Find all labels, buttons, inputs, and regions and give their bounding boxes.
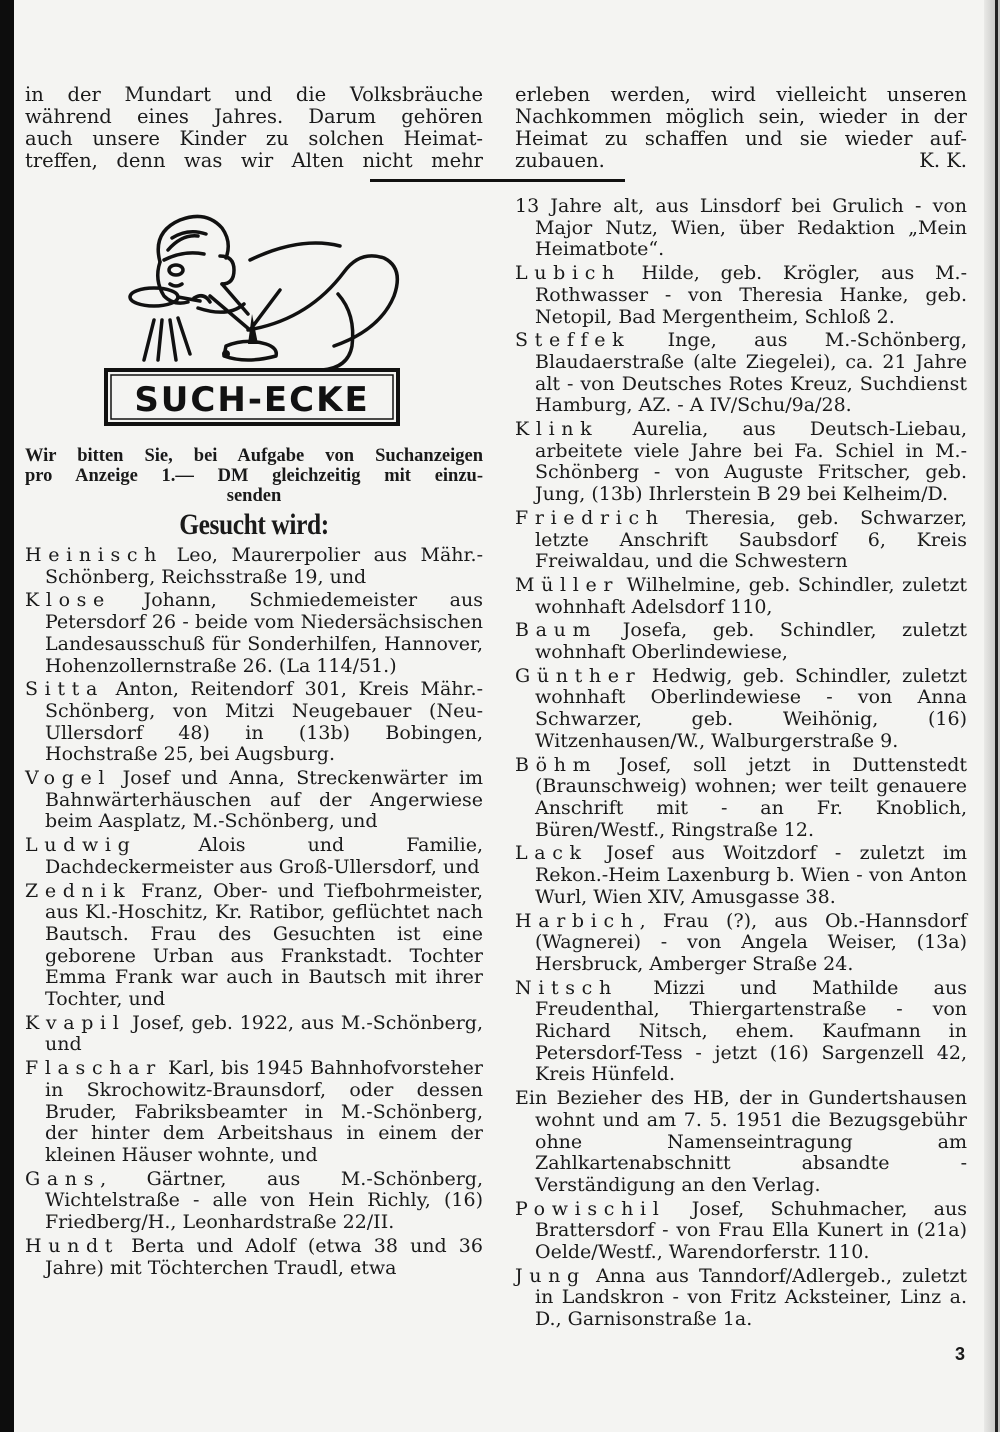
entry-text: Ein Bezieher des HB, der in Gundertshausen wohnt und am 7. 5. 1951 die Bezugsgebühr ohne Namenseintragung am Zahlkartenabschnitt absandte - Verständigung an den Verlag. xyxy=(515,1087,967,1196)
text-line: zubauen. xyxy=(515,149,605,172)
notice-line: pro Anzeige 1.— DM gleichzeitig mit einzu- xyxy=(25,466,483,486)
entry-name: Jung xyxy=(515,1264,586,1287)
left-column xyxy=(25,545,483,1281)
entry-name: Ludwig xyxy=(25,834,137,857)
entry-name: Vogel xyxy=(25,767,112,790)
entry-text: Inge, aus M.-Schönberg, Blaudaerstraße (alte Ziegelei), ca. 21 Jahre alt - von Deutsches Rotes Kreuz, Suchdienst Hamburg, AZ. - A IV/Schu/9a/28. xyxy=(535,329,967,417)
page-edge-binding xyxy=(984,0,1000,1432)
entry-text: , Frau (?), aus Ob.-Hannsdorf (Wagnerei) - von Angela Weiser, (13a) Hersbruck, Amberger Straße 24. xyxy=(535,909,967,975)
search-entry xyxy=(515,508,967,573)
entry-text: Wilhelmine, geb. Schindler, zuletzt wohnhaft Adelsdorf 110, xyxy=(535,573,967,618)
search-entry xyxy=(515,620,967,663)
text-line: auch unsere Kinder zu solchen Heimat- xyxy=(25,127,483,150)
entry-text: Josef, Schuhmacher, aus Brattersdorf - von Frau Ella Kunert in (21a) Oelde/Westf., Warendorferstr. 110. xyxy=(535,1197,967,1264)
entry-name: Müller xyxy=(515,573,620,596)
entry-name: Nitsch xyxy=(515,976,618,999)
entry-text: Hedwig, geb. Schindler, zuletzt wohnhaft Oberlindewiese - von Anna Schwarzer, geb. Weihönig, (16) Witzenhausen/W., Walburgerstraße 9. xyxy=(535,664,967,752)
right-column xyxy=(515,196,967,1333)
entry-text: Anton, Reitendorf 301, Kreis Mähr.-Schönberg, von Mitzi Neugebauer (Neu-Ullersdorf 48) in (13b) Bobingen, Hochstraße 25, bei Augsburg. xyxy=(45,678,483,766)
search-entry xyxy=(515,843,967,908)
entry-name: Baum xyxy=(515,619,598,642)
entry-name: Powischil xyxy=(515,1197,666,1220)
entry-name: Klose xyxy=(25,589,111,612)
search-entry xyxy=(25,1058,483,1167)
entry-text: Anna aus Tanndorf/Adlergeb., zuletzt in Landskron - von Fritz Acksteiner, Linz a. D., Garnisonstraße 1a. xyxy=(535,1264,967,1331)
entry-text: Hilde, geb. Krögler, aus M.-Rothwasser - von Theresia Hanke, geb. Netopil, Bad Mergentheim, Schloß 2. xyxy=(535,262,967,328)
entry-name: Sitta xyxy=(25,678,104,701)
entry-name: Hundt xyxy=(25,1234,120,1257)
search-entry xyxy=(25,1013,483,1056)
search-entry xyxy=(515,575,967,618)
search-entry-continued xyxy=(515,196,967,261)
entry-name: Heinisch xyxy=(25,544,164,566)
text-line: treffen, denn was wir Alten nicht mehr xyxy=(25,149,483,172)
text-line: Heimat zu schaffen und sie wieder auf- xyxy=(515,127,967,150)
search-entry xyxy=(515,1199,967,1264)
entry-text: Mizzi und Mathilde aus Freudenthal, Thiergartenstraße - von Richard Nitsch, ehem. Kaufmann in Petersdorf-Tess - jetzt (16) Sargenzell 42, Kreis Hünfeld. xyxy=(535,976,967,1086)
search-entry xyxy=(515,1266,967,1331)
entry-name: Kvapil xyxy=(25,1011,126,1034)
entry-text: Leo, Maurerpolier aus Mähr.-Schönberg, Reichsstraße 19, und xyxy=(45,544,483,588)
search-entry xyxy=(515,419,967,506)
entry-text: Josef, geb. 1922, aus M.-Schönberg, und xyxy=(45,1011,483,1056)
search-entry xyxy=(25,590,483,677)
search-entry xyxy=(515,755,967,842)
entry-text: Josef und Anna, Streckenwärter im Bahnwärterhäuschen auf der Angerwiese beim Aasplatz, M.-Schönberg, und xyxy=(45,767,483,833)
entry-text: Berta und Adolf (etwa 38 und 36 Jahre) mit Töchterchen Traudl, etwa xyxy=(45,1234,483,1279)
notice-line: Wir bitten Sie, bei Aufgabe von Suchanzeigen xyxy=(25,446,483,466)
search-entry xyxy=(25,835,483,878)
text-line: während eines Jahres. Darum gehören xyxy=(25,105,483,128)
entry-text: Alois und Familie, Dachdeckermeister aus Groß-Ullersdorf, und xyxy=(45,834,483,878)
entry-name: Günther xyxy=(515,664,642,687)
intro-paragraph-right xyxy=(515,84,967,172)
text-line: erleben werden, wird vielleicht unseren xyxy=(515,83,967,106)
entry-name: Harbich xyxy=(515,909,640,932)
search-entry xyxy=(25,1169,483,1234)
entry-name: Steffek xyxy=(515,329,631,352)
search-entry xyxy=(515,978,967,1087)
entry-text: Johann, Schmiedemeister aus Petersdorf 26 - beide vom Niedersächsischen Landesausschuß für Sonderhilfen, Hannover, Hohenzollernstraße 26. (La 114/51.) xyxy=(45,589,483,677)
search-entry xyxy=(515,666,967,753)
entry-text: Aurelia, aus Deutsch-Liebau, arbeitete viele Jahre bei Fa. Schiel in M.-Schönberg - von Auguste Fritscher, geb. Jung, (13b) Ihrlerstein B 29 bei Kelheim/D. xyxy=(535,418,967,506)
text-line: Nachkommen möglich sein, wieder in der xyxy=(515,105,967,128)
intro-paragraph-left xyxy=(25,84,483,172)
entry-text: Franz, Ober- und Tiefbohrmeister, aus Kl.-Hoschitz, Kr. Ratibor, geflüchtet nach Bautsch. Frau des Gesuchten ist eine geborene Urban aus Frankstadt. Tochter Emma Frank war auch in Bautsch mit ihrer Tochter, und xyxy=(45,879,483,1011)
entry-name: Böhm xyxy=(515,753,598,776)
search-entry xyxy=(25,1236,483,1279)
entry-text: 13 Jahre alt, aus Linsdorf bei Grulich - von Major Nutz, Wien, über Redaktion „Mein Heimatbote“. xyxy=(515,195,967,261)
search-entry xyxy=(515,911,967,976)
entry-text: Josef aus Woitzdorf - zuletzt im Rekon.-Heim Laxenburg b. Wien - von Anton Wurl, Wien XIV, Amusgasse 38. xyxy=(535,842,967,908)
entry-name: Zednik xyxy=(25,879,132,902)
entry-text: Karl, bis 1945 Bahnhofvorsteher in Skrochowitz-Braunsdorf, oder dessen Bruder, Fabriksbeamter in M.-Schönberg, der hinter dem Arbeitshaus in einem der kleinen Häuser wohnte, und xyxy=(45,1057,483,1166)
entry-name: Flaschar xyxy=(25,1057,162,1080)
logo-label: SUCH-ECKE xyxy=(134,380,370,420)
search-entry xyxy=(515,1088,967,1197)
search-entry xyxy=(515,263,967,328)
notice-line: senden xyxy=(226,486,282,506)
entry-name: Klink xyxy=(515,418,599,441)
search-entry xyxy=(515,330,967,417)
search-entry xyxy=(25,679,483,766)
search-entry xyxy=(25,545,483,588)
page-edge-shadow xyxy=(0,0,14,1432)
text-line: in der Mundart und die Volksbräuche xyxy=(25,83,483,106)
entry-name: Gans xyxy=(25,1167,101,1190)
section-divider xyxy=(370,179,625,182)
entry-text: Theresia, geb. Schwarzer, letzte Anschrift Saubsdorf 6, Kreis Freiwaldau, und die Schwestern xyxy=(535,506,967,573)
entry-text: Josefa, geb. Schindler, zuletzt wohnhaft Oberlindewiese, xyxy=(535,619,967,664)
entry-name: Lubich xyxy=(515,262,621,285)
such-ecke-logo xyxy=(102,200,402,430)
entry-name: Friedrich xyxy=(515,506,665,529)
entry-name: Lack xyxy=(515,842,588,865)
search-entry xyxy=(25,768,483,833)
section-heading: Gesucht wird: xyxy=(179,508,329,541)
search-entry xyxy=(25,881,483,1011)
entry-text: Josef, soll jetzt in Duttenstedt (Braunschweig) wohnen; wer teilt genauere Anschrift mit - an Fr. Knoblich, Büren/Westf., Ringstraße 12. xyxy=(535,753,967,841)
payment-notice xyxy=(25,446,483,506)
page-number: 3 xyxy=(955,1344,966,1364)
entry-text: , Gärtner, aus M.-Schönberg, Wichtelstraße - alle von Hein Richly, (16) Friedberg/H., Leonhardstraße 22/II. xyxy=(45,1167,483,1234)
text-line-last xyxy=(515,150,967,172)
author-signature: K. K. xyxy=(919,149,967,172)
